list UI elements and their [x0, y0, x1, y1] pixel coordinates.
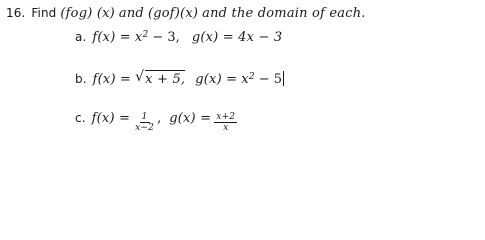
part-a-g-expression: g(x) = 4x − 3	[191, 30, 283, 45]
part-a-f-lhs: f(x) =	[92, 30, 131, 45]
radical-sign-icon: √	[135, 69, 145, 85]
composition-fog: (fog) (x)	[60, 6, 115, 21]
problem-number: 16.	[6, 6, 26, 20]
sqrt-symbol	[135, 70, 185, 87]
instruction-rest: and the domain of each.	[202, 6, 366, 21]
part-b-f-lhs: f(x) =	[92, 72, 132, 87]
part-b-g-tail: − 5	[258, 72, 283, 87]
part-b-g-lhs: g(x) =	[195, 72, 238, 87]
instruction-find: Find	[31, 6, 57, 20]
word-and: and	[118, 6, 144, 21]
part-c-g-numerator: x+2	[216, 112, 236, 122]
part-a-label: a.	[75, 30, 87, 44]
part-a: a. f(x) = x $^2$ − 3, g(x) = 4x − 3	[75, 30, 283, 45]
part-b-f-radicand: x + 5,	[145, 72, 186, 87]
part-b: b. f(x) = √ x + 5, g(x) = x $^2$ − 5	[75, 69, 283, 87]
part-c-f-numerator: 1	[141, 112, 148, 122]
part-b-label: b.	[75, 72, 87, 86]
text-cursor	[283, 71, 284, 86]
composition-gof: (gof)(x)	[147, 6, 199, 21]
part-c-label: c.	[75, 111, 86, 125]
problem-16-heading	[6, 6, 366, 21]
part-a-f-base: x	[134, 30, 143, 45]
part-c	[75, 111, 238, 136]
part-c-f-fraction	[133, 112, 156, 133]
part-c-g-lhs: g(x) =	[169, 111, 212, 126]
part-c-f-denominator: x−2	[135, 123, 155, 133]
part-c-g-fraction	[214, 112, 237, 133]
part-c-f-lhs: f(x) =	[91, 111, 131, 126]
part-a-f-tail: − 3,	[152, 30, 180, 45]
part-c-g-denominator: x	[223, 123, 229, 133]
part-b-g-base: x	[241, 72, 249, 87]
part-c-separator: ,	[157, 111, 162, 126]
